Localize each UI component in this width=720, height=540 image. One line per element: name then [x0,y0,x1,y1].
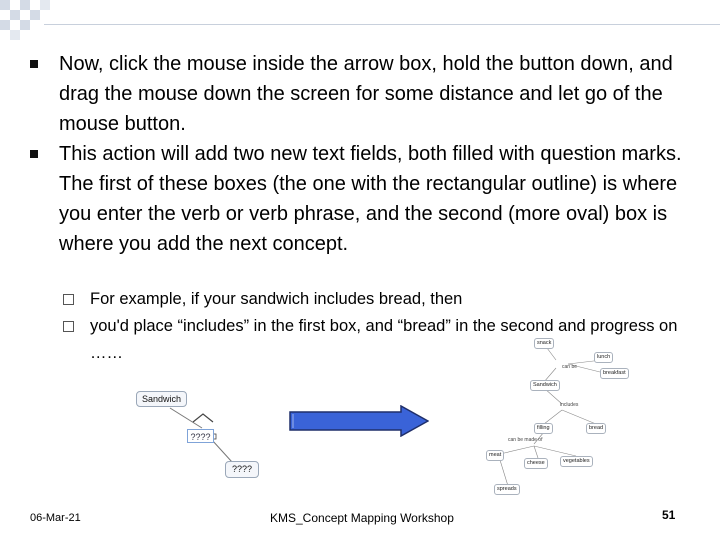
map-node-snack: snack [534,338,554,349]
example-concept-map [478,330,626,500]
footer-title: KMS_Concept Mapping Workshop [270,511,454,525]
square-bullet-icon [30,150,38,158]
right-arrow-icon [289,405,429,437]
new-concept-field[interactable]: ???? [225,461,259,478]
map-node-sandwich: Sandwich [530,380,560,391]
footer-date: 06-Mar-21 [30,512,81,524]
header-divider [44,24,720,25]
concept-node-sandwich[interactable]: Sandwich [136,391,187,407]
sub-bullet-text: you'd place “includes” in the first box, and “bread” in the second and progress on …… [90,317,678,362]
slide-number: 51 [662,508,676,522]
map-link-includes: includes [560,402,579,408]
map-link-can-be-made-of: can be made of [508,437,543,443]
bullet-text: Now, click the mouse inside the arrow box, hold the button down, and drag the mouse down the screen for some distance and let go of the mouse button. [59,53,673,135]
map-node-lunch: lunch [594,352,613,363]
map-node-meat: meat [486,450,504,461]
map-node-bread: bread [586,423,606,434]
checkbox-bullet-icon [63,321,74,332]
sub-bullet-item [61,286,711,313]
map-node-breakfast: breakfast [600,368,629,379]
main-bullet-list [28,49,708,259]
bullet-item [28,139,708,259]
square-bullet-icon [30,60,38,68]
map-node-cheese: cheese [524,458,548,469]
bullet-item [28,49,708,139]
link-phrase-field[interactable]: ???? [187,429,214,443]
map-node-vegetables: vegetables [560,456,593,467]
map-link-can-be: can be [562,364,578,370]
bullet-text: This action will add two new text fields, both filled with question marks. The first of these boxes (the one with the rectangular outline) is where you enter the verb or verb phrase, and the second (more oval) box is where you add the next concept. [59,143,682,255]
sub-bullet-text: For example, if your sandwich includes bread, then [90,290,463,308]
checkbox-bullet-icon [63,294,74,305]
map-node-filling: filling [534,423,553,434]
map-node-spreads: spreads [494,484,520,495]
